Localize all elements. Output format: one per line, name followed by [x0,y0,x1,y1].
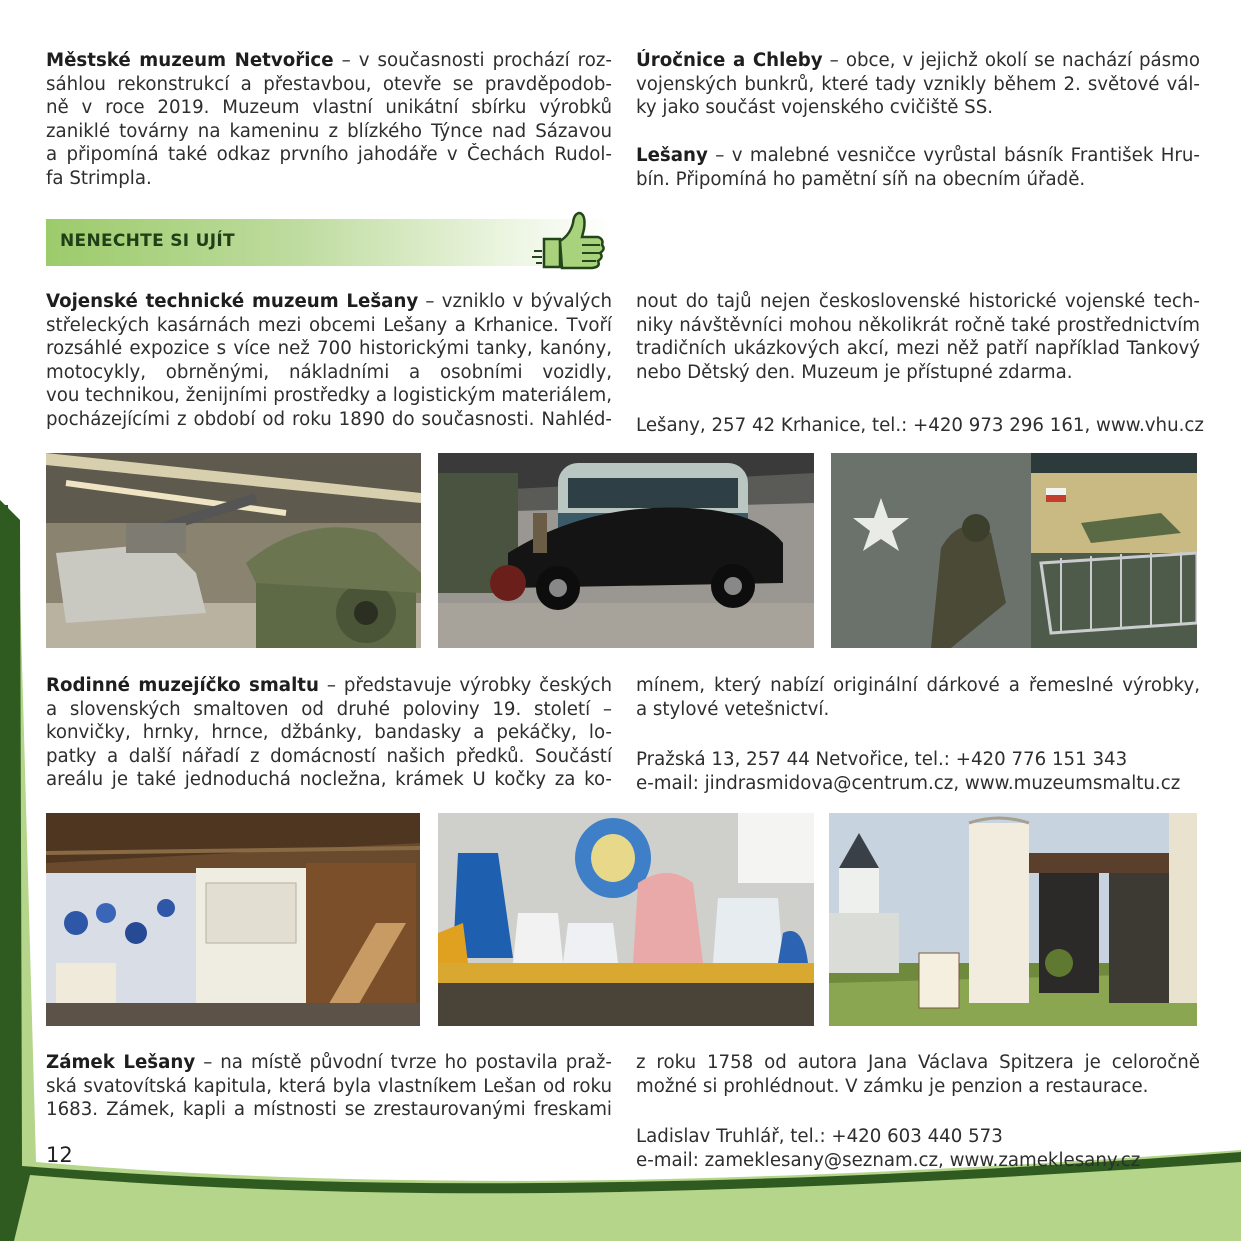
paragraph-line: možné si prohlédnout. V zámku je penzion a restaurace. [636,1075,1149,1097]
photo-vintage-cars [438,453,814,648]
thumbs-up-icon [530,207,608,275]
photo-tank-hall [46,453,421,648]
paragraph-line: z roku 1758 od autora Jana Václava Spitzera je celoročně [636,1052,1200,1073]
paragraph-line: a stylové vetešnictví. [636,698,830,720]
paragraph-line: vou technikou, ženijními prostředky a logistickým materiálem, [46,385,612,407]
urocnice-paragraph [636,49,1200,120]
page-number: 12 [46,1143,73,1167]
paragraph-line: Městské muzeum Netvořice – v současnosti prochází roz- [46,50,612,71]
paragraph-line: rozsáhlé expozice s více než 700 historickými tanky, kanóny, [46,338,612,360]
paragraph-line: Úročnice a Chleby – obce, v jejichž okolí se nachází pásmo [636,50,1200,71]
paragraph-line: Rodinné muzejíčko smaltu – představuje výrobky českých [46,675,612,696]
paragraph-line: konvičky, hrnky, hrnce, džbánky, bandasky a pekáčky, lo- [46,722,612,744]
enamel-museum-contact [636,748,1200,795]
enamel-museum-left-column [46,674,612,792]
paragraph-line: Lešany – v malebné vesničce vyrůstal básník František Hru- [636,145,1200,166]
contact-line: e-mail: zameklesany@seznam.cz, www.zameklesany.cz [636,1149,1141,1171]
military-museum-right-column [636,290,1200,384]
paragraph-line: ně v roce 2019. Muzeum vlastní unikátní sbírku výrobků [46,97,612,119]
paragraph-line: vojenských bunkrů, které tady vznikly během 2. světové vál- [636,73,1200,95]
paragraph-line: zaniklé továrny na kameninu z blízkého Týnce nad Sázavou [46,120,612,142]
paragraph-line: nout do tajů nejen československé historické vojenské tech- [636,291,1200,312]
photo-soldier-figure [831,453,1197,648]
paragraph-line: pocházejícími z období od roku 1890 do současnosti. Nahléd- [46,408,612,430]
paragraph-line: nebo Dětský den. Muzeum je přístupné zdarma. [636,361,1073,383]
paragraph-line: tradičních ukázkových akcí, mezi něž patří například Tankový [636,338,1200,360]
paragraph-line: niky návštěvníci mohou několikrát ročně také prostřednictvím [636,314,1200,336]
paragraph-line: střeleckých kasárnách mezi obcemi Lešany a Krhanice. Tvoří [46,314,612,336]
paragraph-line: patky a další nářadí z domácností našich předků. Součástí [46,745,612,767]
lesany-paragraph [636,144,1200,191]
section-title: NENECHTE SI UJÍT [60,231,235,251]
paragraph-line: Vojenské technické muzeum Lešany – vzniklo v bývalých [46,291,612,312]
paragraph-line: 1683. Zámek, kapli a místnosti se zrestaurovanými freskami [46,1099,612,1121]
paragraph-line: ky jako součást vojenského cvičiště SS. [636,97,994,119]
paragraph-line: sáhlou rekonstrukcí a přestavbou, otevře se pravděpodob- [46,73,612,95]
paragraph-line: fa Strimpla. [46,167,152,189]
paragraph-line: mínem, který nabízí originální dárkové a řemeslné výrobky, [636,675,1200,696]
castle-contact [636,1125,1200,1172]
enamel-museum-right-column [636,674,1200,721]
photo-enamel-jugs [438,813,814,1026]
contact-line: Pražská 13, 257 44 Netvořice, tel.: +420 776 151 343 [636,749,1128,770]
contact-line: e-mail: jindrasmidova@centrum.cz, www.muzeumsmaltu.cz [636,772,1181,794]
netvorice-museum-paragraph [46,49,612,191]
paragraph-line: a připomíná také odkaz prvního jahodáře v Čechách Rudol- [46,144,612,166]
paragraph-line: areálu je také jednoduchá nocležna, krámek U kočky za ko- [46,769,612,791]
contact-line: Lešany, 257 42 Krhanice, tel.: +420 973 296 161, www.vhu.cz [636,415,1204,436]
military-museum-left-column [46,290,612,432]
photo-village-entrance [829,813,1197,1026]
military-museum-contact [636,414,1204,438]
castle-left-column [46,1051,612,1122]
photo-enamel-kitchen [46,813,420,1026]
paragraph-line: a slovenských smaltoven od druhé poloviny 19. století – [46,698,612,720]
paragraph-line: ská svatovítská kapitula, která byla vlastníkem Lešan od roku [46,1075,612,1097]
paragraph-line: Zámek Lešany – na místě původní tvrze ho postavila praž- [46,1052,612,1073]
paragraph-line: bín. Připomíná ho pamětní síň na obecním úřadě. [636,168,1086,190]
paragraph-line: motocykly, obrněnými, nákladními a osobními vozidly, [46,361,612,383]
castle-right-column [636,1051,1200,1098]
contact-line: Ladislav Truhlář, tel.: +420 603 440 573 [636,1126,1003,1147]
